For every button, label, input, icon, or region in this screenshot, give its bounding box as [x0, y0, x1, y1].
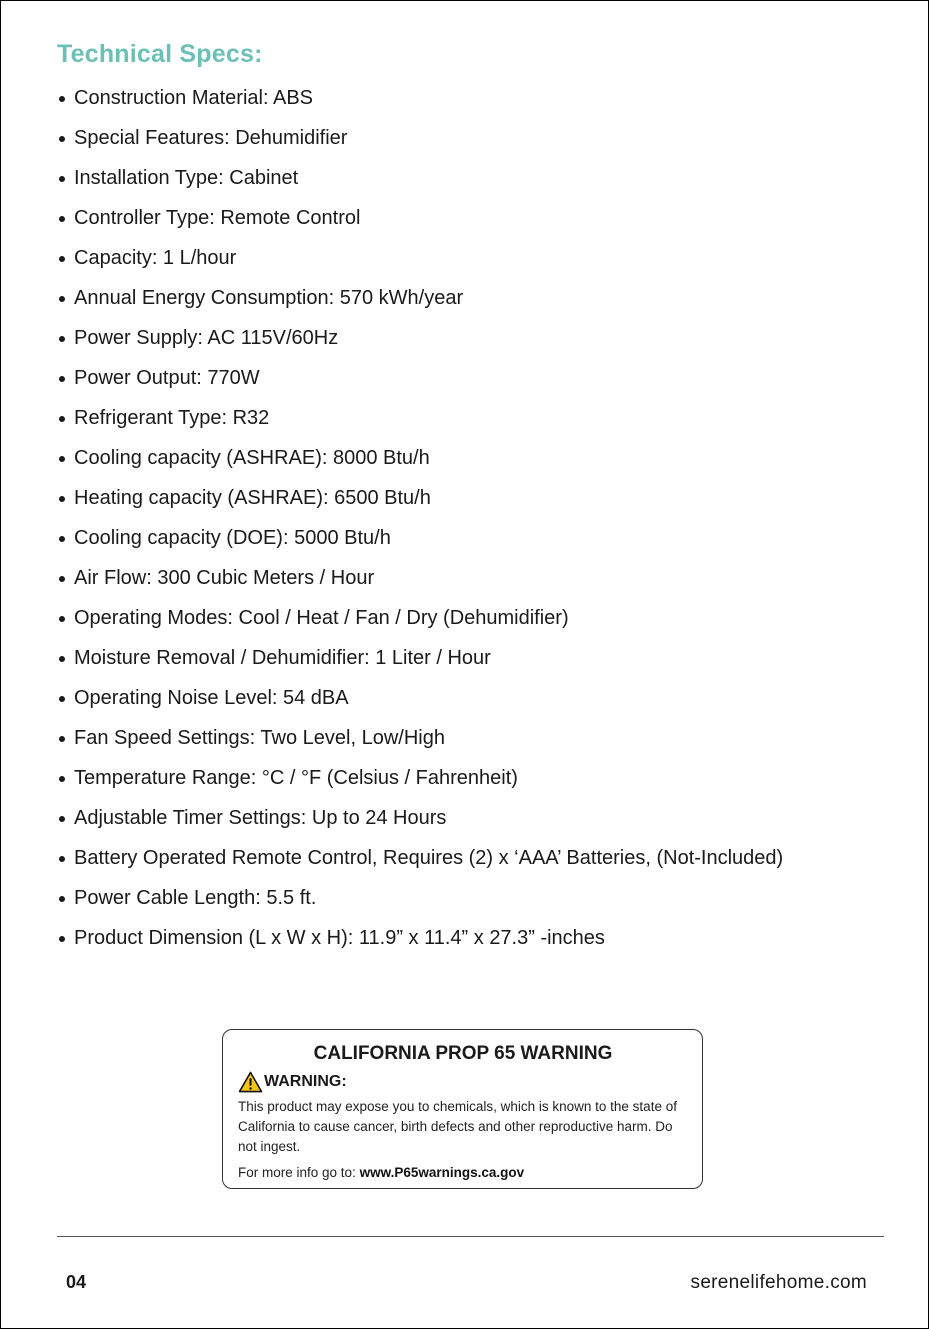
- spec-text: Cooling capacity (DOE): 5000 Btu/h: [74, 527, 391, 549]
- warning-triangle-icon: [238, 1071, 263, 1093]
- bullet-icon: [59, 736, 65, 742]
- spec-item: [58, 605, 783, 645]
- spec-item: [58, 445, 783, 485]
- bullet-icon: [59, 936, 65, 942]
- spec-text: Operating Modes: Cool / Heat / Fan / Dry (Dehumidifier): [74, 607, 569, 629]
- spec-item: [58, 245, 783, 285]
- warning-body: This product may expose you to chemicals, which is known to the state of California to cause cancer, birth defects and other reproductive harm. Do not ingest.: [238, 1099, 677, 1154]
- spec-text: Power Cable Length: 5.5 ft.: [74, 887, 317, 909]
- footer-divider: [57, 1236, 884, 1237]
- spec-item: [58, 285, 783, 325]
- bullet-icon: [59, 416, 65, 422]
- spec-item: [58, 725, 783, 765]
- spec-text: Refrigerant Type: R32: [74, 407, 270, 429]
- prop65-warning-box: [222, 1029, 703, 1189]
- spec-text: Construction Material: ABS: [74, 87, 313, 109]
- spec-text: Power Supply: AC 115V/60Hz: [74, 327, 339, 349]
- bullet-icon: [59, 496, 65, 502]
- spec-item: [58, 765, 783, 805]
- p65-warnings-link[interactable]: www.P65warnings.ca.gov: [359, 1165, 525, 1180]
- spec-item: [58, 885, 783, 925]
- spec-text: Operating Noise Level: 54 dBA: [74, 687, 349, 709]
- spec-item: [58, 85, 783, 125]
- spec-text: Moisture Removal / Dehumidifier: 1 Liter / Hour: [74, 647, 491, 669]
- spec-item: [58, 405, 783, 445]
- spec-text: Capacity: 1 L/hour: [74, 247, 237, 269]
- spec-item: [58, 365, 783, 405]
- page-number: 04: [66, 1272, 87, 1292]
- spec-text: Product Dimension (L x W x H): 11.9” x 11.4” x 27.3” -inches: [74, 927, 605, 949]
- spec-text: Installation Type: Cabinet: [74, 167, 299, 189]
- spec-item: [58, 565, 783, 605]
- spec-item: [58, 205, 783, 245]
- bullet-icon: [59, 336, 65, 342]
- bullet-icon: [59, 576, 65, 582]
- spec-text: Annual Energy Consumption: 570 kWh/year: [74, 287, 464, 309]
- bullet-icon: [59, 776, 65, 782]
- spec-item: [58, 645, 783, 685]
- more-info-line: [238, 1163, 688, 1183]
- spec-text: Special Features: Dehumidifier: [74, 127, 348, 149]
- spec-item: [58, 925, 783, 965]
- spec-item: [58, 685, 783, 725]
- bullet-icon: [59, 616, 65, 622]
- spec-item: [58, 125, 783, 165]
- site-url: serenelifehome.com: [690, 1272, 867, 1293]
- spec-text: Air Flow: 300 Cubic Meters / Hour: [74, 567, 375, 589]
- bullet-icon: [59, 96, 65, 102]
- bullet-icon: [59, 256, 65, 262]
- spec-item: [58, 525, 783, 565]
- bullet-icon: [59, 856, 65, 862]
- bullet-icon: [59, 376, 65, 382]
- spec-text: Heating capacity (ASHRAE): 6500 Btu/h: [74, 487, 431, 509]
- spec-item: [58, 845, 783, 885]
- warning-heading: CALIFORNIA PROP 65 WARNING: [313, 1043, 613, 1064]
- spec-text: Power Output: 770W: [74, 367, 260, 389]
- bullet-icon: [59, 296, 65, 302]
- spec-text: Adjustable Timer Settings: Up to 24 Hours: [74, 807, 447, 829]
- bullet-icon: [59, 696, 65, 702]
- spec-text: Controller Type: Remote Control: [74, 207, 361, 229]
- bullet-icon: [59, 176, 65, 182]
- warning-label: WARNING:: [264, 1073, 347, 1090]
- spec-text: Cooling capacity (ASHRAE): 8000 Btu/h: [74, 447, 430, 469]
- more-info-prefix: For more info go to:: [238, 1165, 360, 1180]
- bullet-icon: [59, 136, 65, 142]
- spec-item: [58, 805, 783, 845]
- bullet-icon: [59, 656, 65, 662]
- spec-list: [58, 85, 783, 965]
- bullet-icon: [59, 816, 65, 822]
- spec-text: Temperature Range: °C / °F (Celsius / Fahrenheit): [74, 767, 518, 789]
- section-title: Technical Specs:: [57, 40, 263, 68]
- bullet-icon: [59, 216, 65, 222]
- spec-item: [58, 165, 783, 205]
- bullet-icon: [59, 456, 65, 462]
- spec-item: [58, 325, 783, 365]
- spec-item: [58, 485, 783, 525]
- spec-text: Fan Speed Settings: Two Level, Low/High: [74, 727, 445, 749]
- bullet-icon: [59, 896, 65, 902]
- warning-subheading: [238, 1070, 688, 1094]
- bullet-icon: [59, 536, 65, 542]
- spec-text: Battery Operated Remote Control, Requires (2) x ‘AAA’ Batteries, (Not-Included): [74, 847, 784, 869]
